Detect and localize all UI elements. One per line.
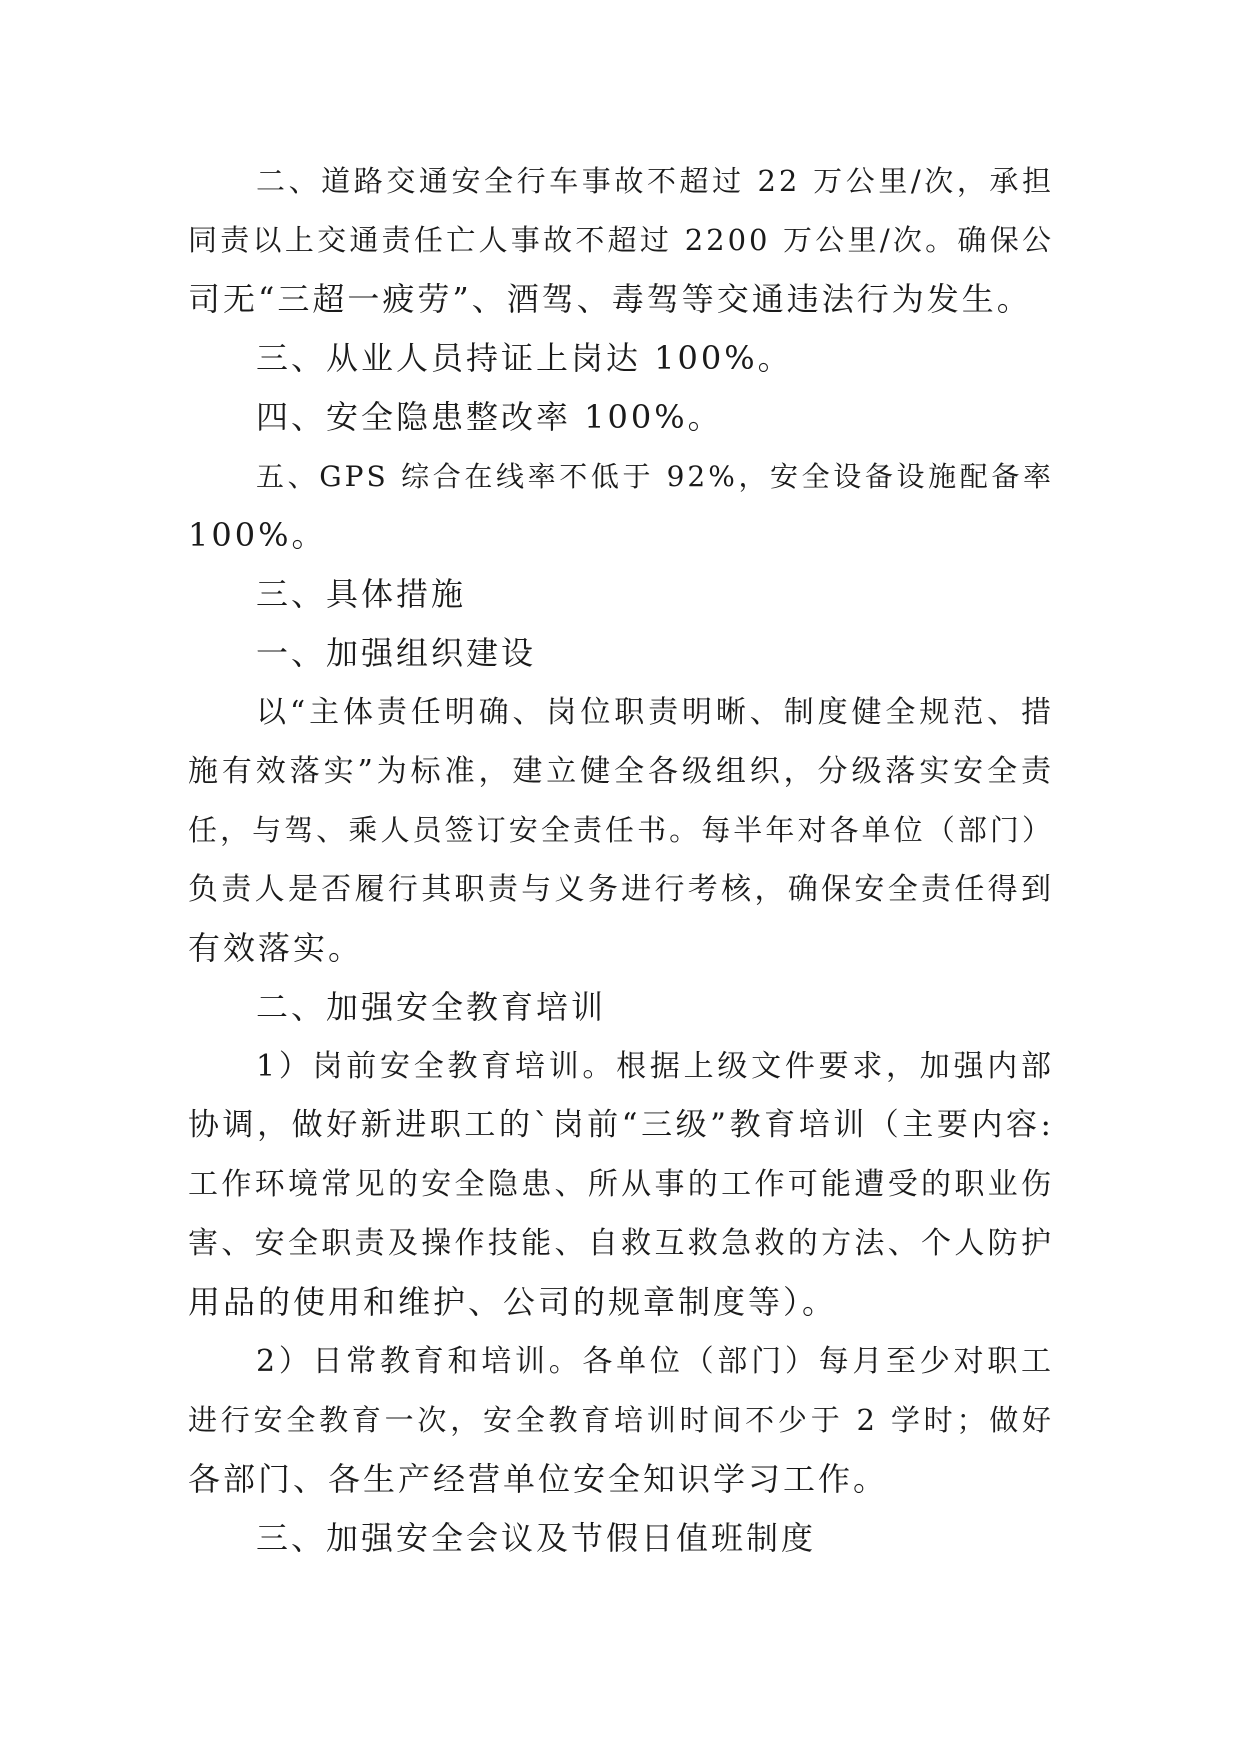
text-line: 二、加强安全教育培训 [256, 988, 607, 1026]
text-line: 2）日常教育和培训。各单位（部门）每月至少对职工 [256, 1344, 1054, 1379]
text-line: 司无“三超一疲劳”、酒驾、毒驾等交通违法行为发生。 [188, 280, 1032, 318]
text-line: 100%。 [188, 516, 327, 554]
text-line: 三、从业人员持证上岗达 100%。 [256, 339, 793, 377]
text-line: 有效落实。 [188, 929, 364, 967]
text-line: 协调，做好新进职工的`岗前“三级”教育培训（主要内容: [188, 1107, 1054, 1143]
text-line: 五、GPS 综合在线率不低于 92%，安全设备设施配备率 [256, 460, 1054, 493]
text-line: 四、安全隐患整改率 100%。 [256, 398, 723, 436]
text-line: 一、加强组织建设 [256, 634, 537, 672]
text-line: 各部门、各生产经营单位安全知识学习工作。 [188, 1460, 889, 1498]
document-body [188, 152, 1054, 1568]
text-line: 负责人是否履行其职责与义务进行考核，确保安全责任得到 [188, 872, 1054, 907]
text-line: 害、安全职责及操作技能、自救互救急救的方法、个人防护 [188, 1226, 1054, 1261]
text-line: 以“主体责任明确、岗位职责明晰、制度健全规范、措 [256, 695, 1054, 730]
text-line: 工作环境常见的安全隐患、所从事的工作可能遭受的职业伤 [188, 1167, 1054, 1202]
text-line: 同责以上交通责任亡人事故不超过 2200 万公里/次。确保公 [188, 223, 1054, 257]
text-line: 用品的使用和维护、公司的规章制度等）。 [188, 1283, 838, 1321]
text-line: 三、具体措施 [256, 575, 467, 613]
text-line: 施有效落实”为标准，建立健全各级组织，分级落实安全责 [188, 754, 1054, 789]
text-line: 二、道路交通安全行车事故不超过 22 万公里/次，承担 [256, 164, 1055, 198]
text-line: 进行安全教育一次，安全教育培训时间不少于 2 学时；做好 [188, 1403, 1054, 1437]
text-line: 1）岗前安全教育培训。根据上级文件要求，加强内部 [256, 1049, 1054, 1084]
text-line: 任，与驾、乘人员签订安全责任书。每半年对各单位（部门） [188, 813, 1054, 847]
text-line: 三、加强安全会议及节假日值班制度 [256, 1519, 817, 1557]
